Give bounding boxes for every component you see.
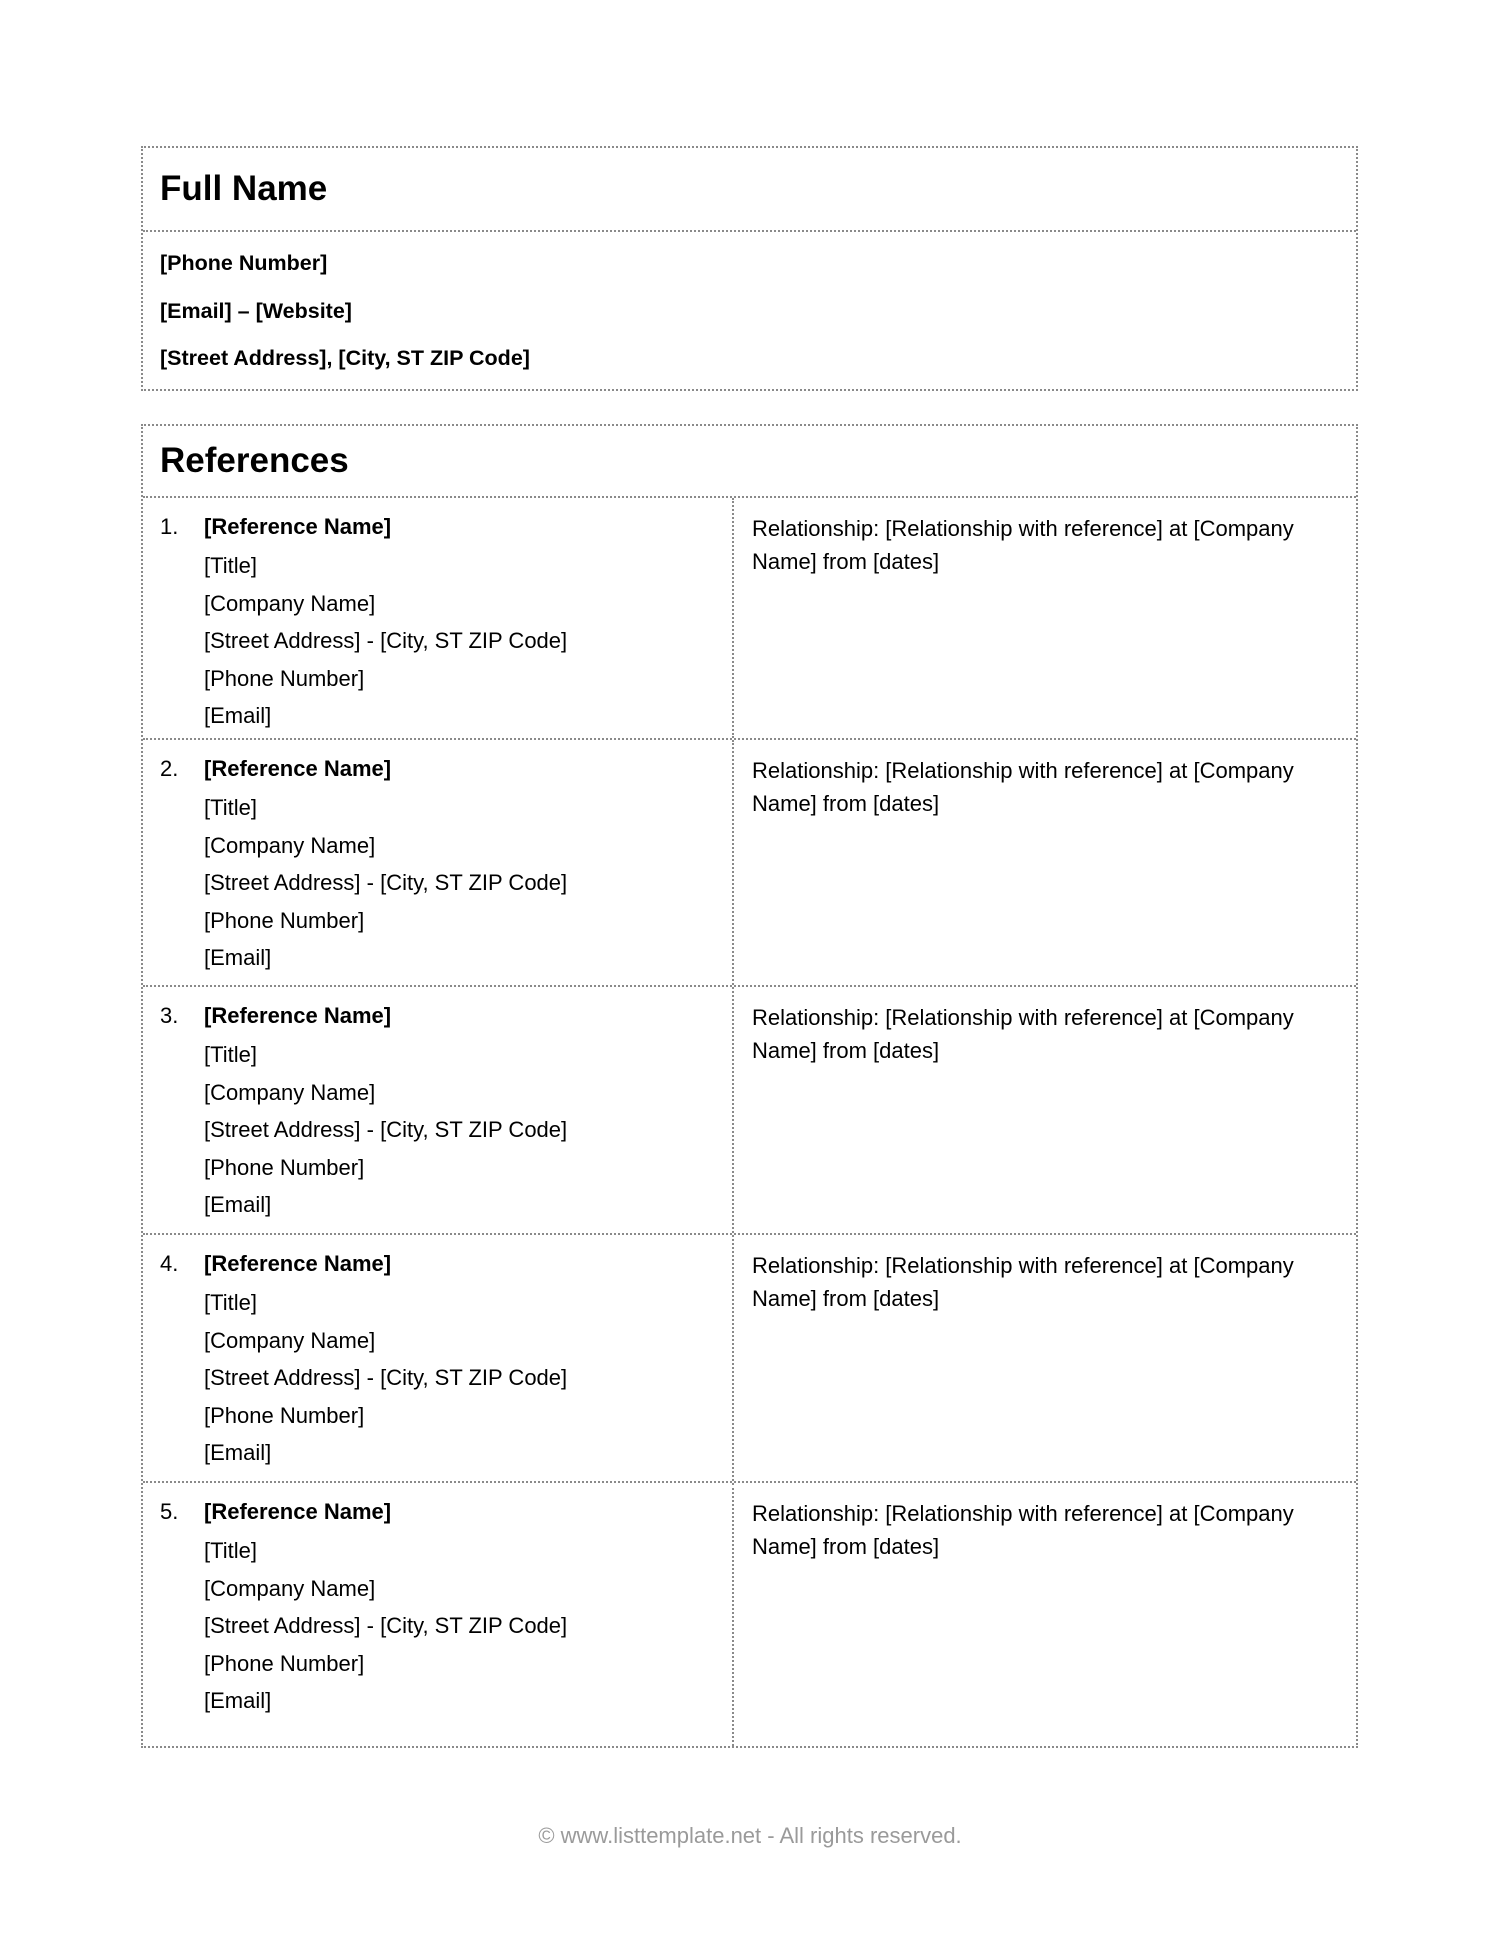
reference-title: [Title]	[204, 553, 257, 578]
reference-row	[143, 1483, 1356, 1746]
footer-copyright: © www.listtemplate.net - All rights reserved.	[538, 1823, 962, 1848]
reference-number: 3.	[160, 1003, 179, 1028]
reference-title: [Title]	[204, 1290, 257, 1315]
reference-phone: [Phone Number]	[204, 907, 365, 933]
reference-details	[143, 1235, 734, 1481]
reference-relationship: Relationship: [Relationship with reference] at [Company Name] from [dates]	[752, 1501, 1294, 1559]
reference-email: [Email]	[204, 703, 272, 728]
reference-relationship: Relationship: [Relationship with reference] at [Company Name] from [dates]	[752, 1005, 1294, 1063]
reference-details	[143, 740, 734, 985]
reference-relationship: Relationship: [Relationship with reference] at [Company Name] from [dates]	[752, 758, 1294, 816]
reference-email: [Email]	[204, 1440, 272, 1465]
reference-address: [Street Address] - [City, ST ZIP Code]	[204, 1117, 568, 1142]
reference-details	[143, 987, 734, 1233]
references-heading: References	[143, 426, 1356, 498]
reference-company: [Company Name]	[204, 832, 376, 858]
reference-phone: [Phone Number]	[204, 1402, 365, 1428]
reference-number: 4.	[160, 1251, 179, 1276]
reference-row	[143, 498, 1356, 740]
contact-details	[143, 232, 1356, 391]
reference-email: [Email]	[204, 945, 272, 970]
reference-number: 5.	[160, 1499, 179, 1524]
reference-title: [Title]	[204, 1042, 257, 1067]
contact-address: [Street Address], [City, ST ZIP Code]	[160, 346, 530, 370]
contact-email-website: [Email] – [Website]	[160, 298, 352, 323]
reference-phone: [Phone Number]	[204, 665, 365, 691]
reference-relationship: Relationship: [Relationship with reference] at [Company Name] from [dates]	[752, 516, 1294, 574]
reference-row	[143, 987, 1356, 1235]
reference-phone: [Phone Number]	[204, 1650, 365, 1676]
reference-company: [Company Name]	[204, 1327, 376, 1353]
reference-details	[143, 498, 734, 738]
reference-title: [Title]	[204, 795, 257, 820]
reference-row	[143, 1235, 1356, 1483]
reference-company: [Company Name]	[204, 590, 376, 616]
reference-name: [Reference Name]	[204, 1499, 392, 1524]
reference-phone: [Phone Number]	[204, 1154, 365, 1180]
full-name-heading: Full Name	[143, 148, 1356, 232]
reference-address: [Street Address] - [City, ST ZIP Code]	[204, 628, 568, 653]
reference-address: [Street Address] - [City, ST ZIP Code]	[204, 1613, 568, 1638]
reference-name: [Reference Name]	[204, 514, 392, 539]
reference-email: [Email]	[204, 1192, 272, 1217]
reference-title: [Title]	[204, 1538, 257, 1563]
reference-relationship: Relationship: [Relationship with reference] at [Company Name] from [dates]	[752, 1253, 1294, 1311]
reference-name: [Reference Name]	[204, 1003, 392, 1028]
reference-company: [Company Name]	[204, 1575, 376, 1601]
reference-address: [Street Address] - [City, ST ZIP Code]	[204, 870, 568, 895]
references-box	[141, 424, 1358, 1748]
contact-header-box	[141, 146, 1358, 391]
reference-name: [Reference Name]	[204, 1251, 392, 1276]
reference-row	[143, 740, 1356, 987]
reference-number: 2.	[160, 756, 179, 781]
reference-name: [Reference Name]	[204, 756, 392, 781]
reference-number: 1.	[160, 514, 179, 539]
reference-address: [Street Address] - [City, ST ZIP Code]	[204, 1365, 568, 1390]
reference-email: [Email]	[204, 1688, 272, 1713]
reference-company: [Company Name]	[204, 1079, 376, 1105]
contact-phone: [Phone Number]	[160, 251, 328, 275]
reference-details	[143, 1483, 734, 1746]
